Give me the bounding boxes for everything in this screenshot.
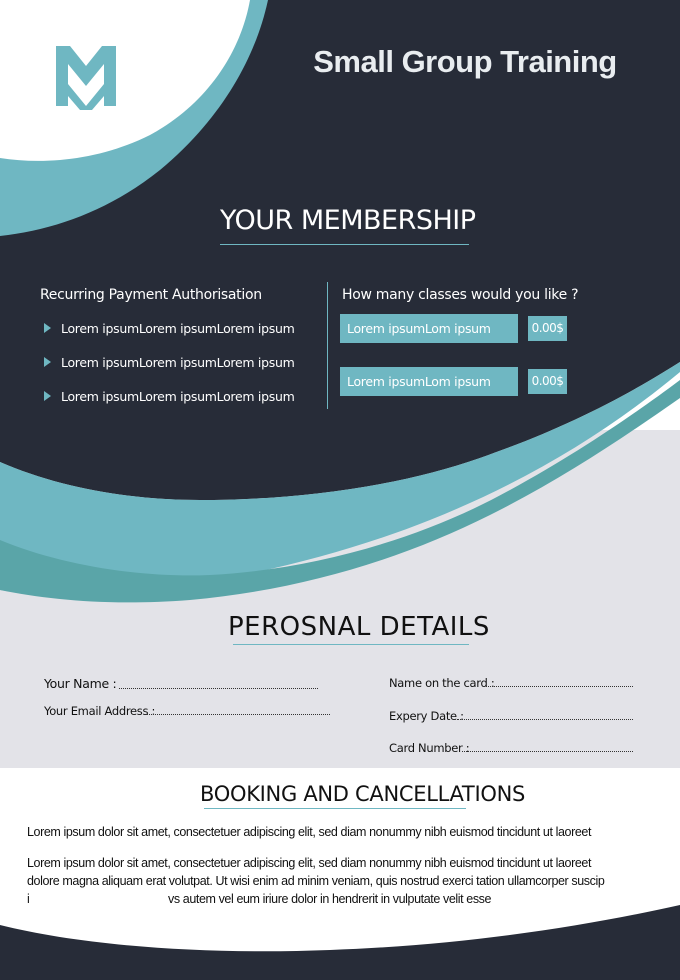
- personal-details-underline: [233, 644, 469, 645]
- bullet-item: [44, 386, 294, 406]
- recurring-payment-heading: Recurring Payment Authorisation: [40, 287, 262, 303]
- email-label: Your Email Address :: [44, 704, 156, 718]
- bullet-text: Lorem ipsumLorem ipsumLorem ipsum: [61, 354, 295, 370]
- booking-paragraph-2-line-2: dolore magna aliquam erat volutpat. Ut wisi enim ad minim veniam, quis nostrud exerci tation ullamcorper suscip: [27, 874, 605, 888]
- booking-paragraph-2-line-1: Lorem ipsum dolor sit amet, consectetuer adipiscing elit, sed diam nonummy nibh euismod tincidunt ut laoreet: [27, 856, 592, 870]
- class-price-2[interactable]: 0.00$: [528, 369, 567, 394]
- your-name-field[interactable]: [119, 688, 318, 689]
- classes-heading: How many classes would you like ?: [342, 287, 579, 303]
- bullet-item: [44, 318, 294, 338]
- booking-paragraph-2-line-3a: i: [27, 892, 30, 906]
- page-title: Small Group Training: [313, 44, 617, 79]
- bullet-arrow-icon: [44, 323, 51, 333]
- membership-title: YOUR MEMBERSHIP: [220, 205, 476, 236]
- name-on-card-field[interactable]: [483, 686, 633, 687]
- class-price-1[interactable]: 0.00$: [528, 316, 567, 341]
- email-field[interactable]: [147, 714, 330, 715]
- expiry-date-field[interactable]: [457, 719, 633, 720]
- column-divider: [327, 282, 328, 409]
- class-option-2[interactable]: Lorem ipsumLom ipsum: [340, 367, 518, 396]
- booking-title: BOOKING AND CANCELLATIONS: [200, 782, 526, 806]
- name-on-card-label: Name on the card :: [389, 676, 495, 690]
- bullet-arrow-icon: [44, 391, 51, 401]
- bullet-item: [44, 352, 294, 372]
- personal-details-title: PEROSNAL DETAILS: [228, 612, 490, 642]
- mm-monogram-logo: [50, 40, 122, 112]
- booking-paragraph-2-line-3b: vs autem vel eum iriure dolor in hendrerit in vulputate velit esse: [168, 892, 492, 906]
- class-option-1[interactable]: Lorem ipsumLom ipsum: [340, 314, 518, 343]
- bullet-text: Lorem ipsumLorem ipsumLorem ipsum: [61, 388, 295, 404]
- card-number-label: Card Number :: [389, 741, 470, 755]
- expiry-date-label: Expery Date :: [389, 709, 464, 723]
- booking-title-underline: [204, 808, 466, 809]
- booking-paragraph-1: Lorem ipsum dolor sit amet, consectetuer adipiscing elit, sed diam nonummy nibh euismod tincidunt ut laoreet: [27, 825, 592, 839]
- bullet-arrow-icon: [44, 357, 51, 367]
- your-name-label: Your Name :: [44, 676, 117, 691]
- membership-title-underline: [220, 244, 469, 245]
- card-number-field[interactable]: [462, 751, 633, 752]
- bullet-text: Lorem ipsumLorem ipsumLorem ipsum: [61, 320, 295, 336]
